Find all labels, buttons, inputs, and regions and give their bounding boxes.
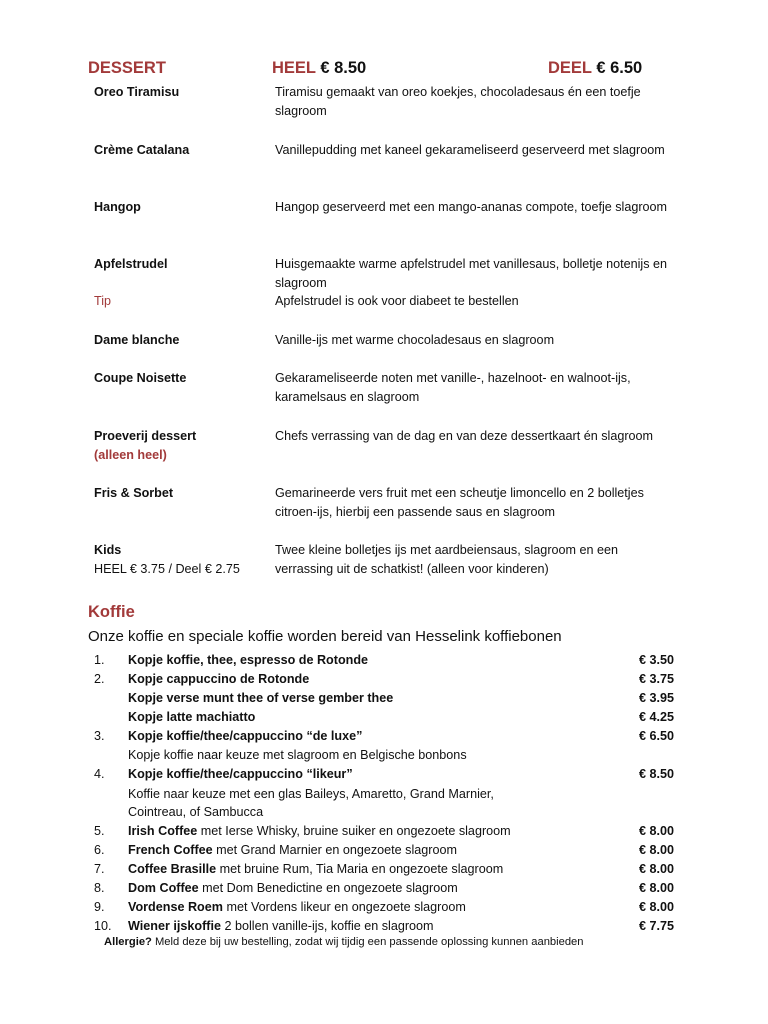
heel-price-header (272, 59, 366, 78)
row-text (128, 727, 598, 746)
dessert-name: Apfelstrudel (94, 257, 168, 271)
row-detail: met Grand Marnier en ongezoete slagroom (212, 843, 457, 857)
row-number: 7. (94, 862, 105, 876)
row-text (128, 651, 598, 670)
row-price: € 3.50 (638, 653, 674, 667)
row-price: € 8.50 (638, 767, 674, 781)
row-text (128, 803, 598, 822)
dessert-name-text: Kids (94, 543, 122, 557)
row-title: Kopje koffie, thee, espresso de Rotonde (128, 653, 369, 667)
row-number: 5. (94, 824, 105, 838)
row-text (128, 841, 598, 860)
tip-text: Apfelstrudel is ook voor diabeet te bestellen (275, 294, 519, 308)
row-text (128, 670, 598, 689)
dessert-desc: Chefs verrassing van de dag en van deze dessertkaart én slagroom (275, 429, 654, 443)
row-price: € 7.75 (638, 919, 674, 933)
row-number: 8. (94, 881, 105, 895)
row-price: € 8.00 (638, 881, 674, 895)
row-text (128, 746, 598, 765)
dessert-name: Dame blanche (94, 333, 180, 347)
dessert-desc: Vanille-ijs met warme chocoladesaus en slagroom (275, 333, 555, 347)
row-detail: met bruine Rum, Tia Maria en ongezoete slagroom (216, 862, 504, 876)
row-title: Kopje verse munt thee of verse gember thee (128, 691, 394, 705)
row-number: 6. (94, 843, 105, 857)
deel-label: DEEL (548, 59, 592, 77)
row-price: € 8.00 (638, 843, 674, 857)
row-detail: met Dom Benedictine en ongezoete slagroom (198, 881, 458, 895)
dessert-desc: Huisgemaakte warme apfelstrudel met vanillesaus, bolletje notenijs en slagroom (275, 257, 668, 290)
dessert-desc: Gemarineerde vers fruit met een scheutje limoncello en 2 bolletjes citroen-ijs, hierbij een passende saus en slagroom (275, 486, 644, 519)
allergy-note (104, 934, 584, 950)
row-number: 4. (94, 767, 105, 781)
row-detail: 2 bollen vanille-ijs, koffie en slagroom (220, 919, 434, 933)
row-price: € 3.95 (638, 691, 674, 705)
allergy-label: Allergie? (104, 936, 152, 948)
dessert-name: Coupe Noisette (94, 371, 187, 385)
row-price: € 6.50 (638, 729, 674, 743)
row-price: € 8.00 (638, 824, 674, 838)
dessert-desc: Gekarameliseerde noten met vanille-, hazelnoot- en walnoot-ijs, karamelsaus en slagroom (275, 371, 631, 404)
row-title: Kopje cappuccino de Rotonde (128, 672, 310, 686)
alleen-heel-note: (alleen heel) (94, 448, 167, 462)
heel-price: € 8.50 (320, 59, 367, 77)
dessert-desc: Vanillepudding met kaneel gekarameliseerd geserveerd met slagroom (275, 143, 665, 157)
row-title: Kopje latte machiatto (128, 710, 256, 724)
row-text (128, 708, 598, 727)
row-text (128, 822, 598, 841)
heel-label: HEEL (272, 59, 316, 77)
row-text (128, 879, 598, 898)
row-price: € 3.75 (638, 672, 674, 686)
dessert-desc: Hangop geserveerd met een mango-ananas compote, toefje slagroom (275, 200, 668, 214)
dessert-desc: Twee kleine bolletjes ijs met aardbeiensaus, slagroom en een verrassing uit de schatkist! (alleen voor kinderen) (275, 543, 619, 576)
dessert-name (94, 427, 272, 465)
row-title: Kopje koffie/thee/cappuccino “de luxe” (128, 729, 363, 743)
dessert-desc: Tiramisu gemaakt van oreo koekjes, chocoladesaus én een toefje slagroom (275, 85, 641, 118)
row-detail: met Ierse Whisky, bruine suiker en ongezoete slagroom (197, 824, 511, 838)
row-text (128, 765, 598, 784)
row-detail: Kopje koffie naar keuze met slagroom en Belgische bonbons (128, 748, 467, 762)
dessert-name: Oreo Tiramisu (94, 85, 180, 99)
allergy-text: Meld deze bij uw bestelling, zodat wij tijdig een passende oplossing kunnen aanbieden (151, 936, 584, 948)
dessert-name-text: Proeverij dessert (94, 429, 197, 443)
tip-label: Tip (94, 294, 112, 308)
row-price: € 8.00 (638, 862, 674, 876)
row-title: Dom Coffee (128, 881, 199, 895)
row-title: Wiener ijskoffie (128, 919, 221, 933)
dessert-name: Hangop (94, 200, 141, 214)
row-detail: Cointreau, of Sambucca (128, 805, 264, 819)
dessert-name (94, 541, 272, 579)
row-title: Kopje koffie/thee/cappuccino “likeur” (128, 767, 353, 781)
dessert-name: Crème Catalana (94, 143, 190, 157)
row-number: 3. (94, 729, 105, 743)
row-price: € 4.25 (638, 710, 674, 724)
row-text (128, 898, 598, 917)
row-detail: Koffie naar keuze met een glas Baileys, Amaretto, Grand Marnier, (128, 787, 494, 801)
row-number: 1. (94, 653, 105, 667)
row-text (128, 689, 598, 708)
row-number: 10. (94, 919, 112, 933)
row-number: 9. (94, 900, 105, 914)
koffie-intro: Onze koffie en speciale koffie worden bereid van Hesselink koffiebonen (88, 628, 562, 645)
row-title: Vordense Roem (128, 900, 223, 914)
row-title: Irish Coffee (128, 824, 198, 838)
deel-price-header (548, 59, 642, 78)
row-title: Coffee Brasille (128, 862, 217, 876)
row-price: € 8.00 (638, 900, 674, 914)
deel-price: € 6.50 (596, 59, 643, 77)
row-text (128, 860, 598, 879)
row-number: 2. (94, 672, 105, 686)
kids-price-note: HEEL € 3.75 / Deel € 2.75 (94, 562, 240, 576)
koffie-title: Koffie (88, 603, 135, 621)
dessert-title: DESSERT (88, 59, 166, 77)
row-title: French Coffee (128, 843, 213, 857)
row-detail: met Vordens likeur en ongezoete slagroom (222, 900, 466, 914)
row-text (128, 785, 598, 804)
dessert-name: Fris & Sorbet (94, 486, 174, 500)
